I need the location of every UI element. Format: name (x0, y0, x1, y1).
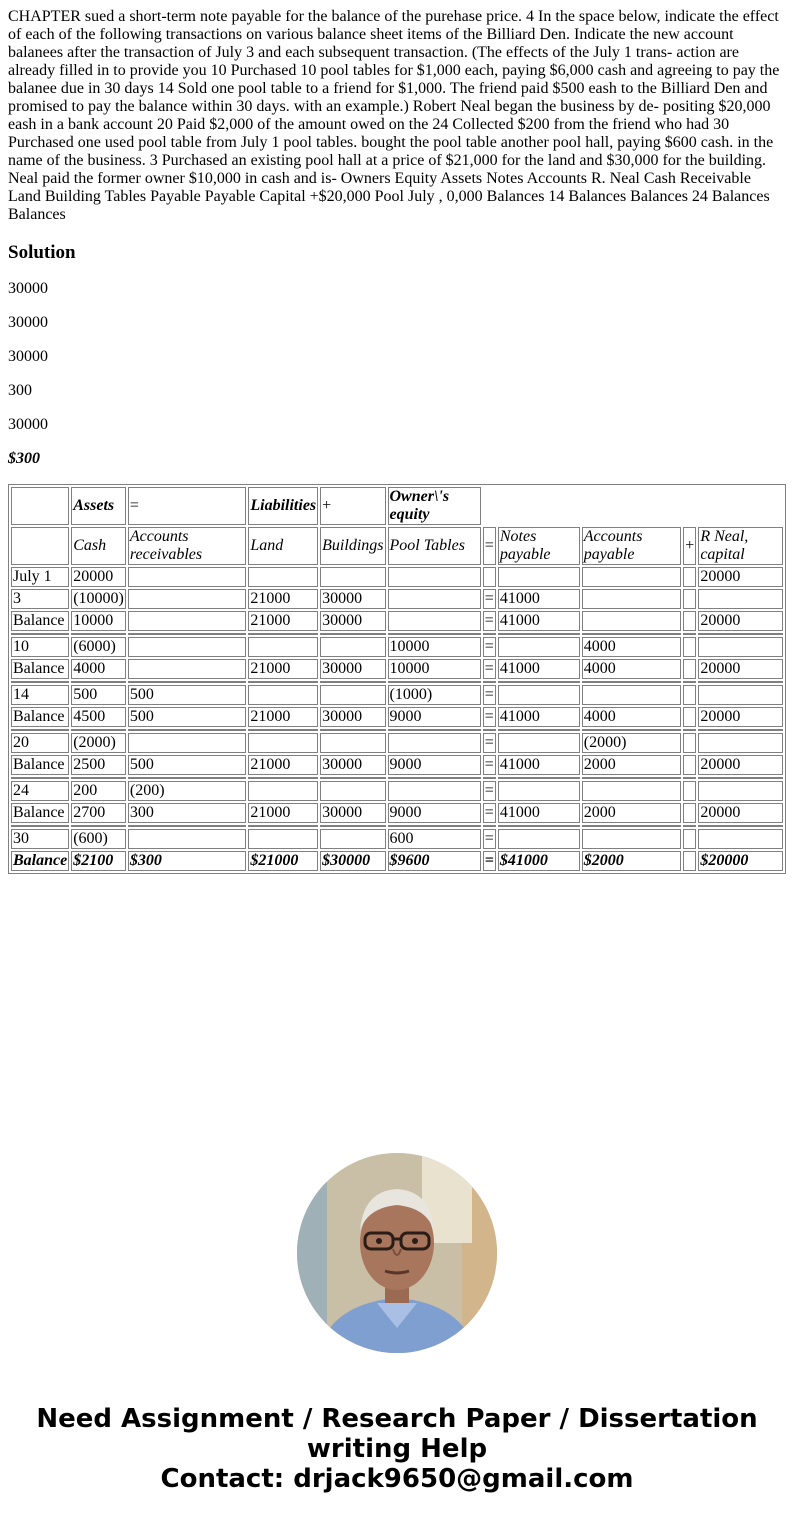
cell-notes-payable (498, 733, 580, 753)
cell-accounts-payable: 2000 (582, 755, 682, 775)
cell-capital: 20000 (698, 567, 783, 587)
table-total-row (11, 851, 783, 871)
separator-cell (582, 825, 682, 827)
cell-pool-tables (388, 567, 481, 587)
column-header-equals: = (483, 527, 496, 565)
cell-buildings: 30000 (320, 611, 385, 631)
cell-accounts-receivable (128, 611, 247, 631)
cell-notes-payable (498, 829, 580, 849)
cell-pool-tables: 600 (388, 829, 481, 849)
cell-accounts-payable (582, 829, 682, 849)
header-equals: = (128, 487, 247, 525)
separator-cell (483, 825, 496, 827)
separator-cell (388, 681, 481, 683)
cell-cash: 2700 (71, 803, 126, 823)
cell-pool-tables (388, 589, 481, 609)
separator-cell (11, 729, 69, 731)
cell-plus (683, 829, 696, 849)
cell-accounts-receivable (128, 589, 247, 609)
cell-equals: = (483, 637, 496, 657)
cell-capital (698, 589, 783, 609)
cell-entry-date: July 1 (11, 567, 69, 587)
cell-cash: 2500 (71, 755, 126, 775)
column-header-buildings: Buildings (320, 527, 385, 565)
separator-cell (683, 777, 696, 779)
separator-cell (388, 825, 481, 827)
separator-cell (71, 777, 126, 779)
column-header-accounts-receivable: Accounts receivables (128, 527, 247, 565)
column-header-notes-payable: Notes payable (498, 527, 580, 565)
cell-capital: $20000 (698, 851, 783, 871)
cell-cash: $2100 (71, 851, 126, 871)
cell-equals: = (483, 829, 496, 849)
separator-cell (698, 681, 783, 683)
table-separator-row (11, 681, 783, 683)
cell-land (248, 637, 318, 657)
cell-pool-tables (388, 611, 481, 631)
cell-land: $21000 (248, 851, 318, 871)
cell-accounts-receivable (128, 733, 247, 753)
cell-equals: = (484, 852, 494, 869)
cell-land (248, 781, 318, 801)
cell-capital (698, 733, 783, 753)
separator-cell (683, 825, 696, 827)
cell-equals: = (483, 659, 496, 679)
promo-line-2: writing Help (306, 1434, 488, 1464)
cell-plus (683, 611, 696, 631)
cell-plus (683, 567, 696, 587)
cell-capital (698, 781, 783, 801)
cell-pool-tables: 10000 (388, 659, 481, 679)
cell-plus (683, 707, 696, 727)
separator-cell (128, 777, 247, 779)
table-row (11, 803, 783, 823)
cell-entry-date: Balance (11, 659, 69, 679)
final-answer: $300 (8, 450, 40, 467)
cell-notes-payable: 41000 (498, 707, 580, 727)
cell-capital (698, 637, 783, 657)
separator-cell (498, 825, 580, 827)
author-avatar (297, 1153, 497, 1353)
cell-cash: 20000 (71, 567, 126, 587)
cell-accounts-receivable: $300 (128, 851, 247, 871)
separator-cell (698, 729, 783, 731)
table-separator-row (11, 729, 783, 731)
separator-cell (683, 681, 696, 683)
separator-cell (248, 825, 318, 827)
table-row (11, 637, 783, 657)
cell-equals: = (483, 685, 496, 705)
separator-cell (11, 777, 69, 779)
table-row (11, 733, 783, 753)
table-row (11, 829, 783, 849)
cell-land: 21000 (248, 707, 318, 727)
cell-entry-date: Balance (11, 707, 69, 727)
cell-notes-payable: 41000 (498, 803, 580, 823)
cell-capital: 20000 (698, 659, 783, 679)
cell-cash: 10000 (71, 611, 126, 631)
answer-line: 30000 (8, 280, 48, 297)
separator-cell (683, 729, 696, 731)
cell-accounts-payable (582, 781, 682, 801)
cell-accounts-payable (582, 567, 682, 587)
separator-cell (71, 825, 126, 827)
table-separator-row (11, 633, 783, 635)
separator-cell (71, 681, 126, 683)
cell-entry-date: Balance (11, 611, 69, 631)
cell-notes-payable (498, 567, 580, 587)
cell-equals: = (483, 781, 496, 801)
separator-cell (388, 729, 481, 731)
cell-cash: 4500 (71, 707, 126, 727)
table-row (11, 611, 783, 631)
cell-capital (698, 685, 783, 705)
table-row (11, 659, 783, 679)
cell-capital (698, 829, 783, 849)
separator-cell (388, 633, 481, 635)
header-assets: Assets (71, 487, 126, 525)
separator-cell (320, 681, 385, 683)
cell-accounts-receivable: 500 (128, 755, 247, 775)
cell-land (248, 567, 318, 587)
separator-cell (320, 825, 385, 827)
cell-pool-tables: 9000 (388, 707, 481, 727)
balance-sheet-table (8, 484, 786, 874)
answer-line: 30000 (8, 416, 48, 433)
cell-pool-tables: 9000 (388, 755, 481, 775)
separator-cell (683, 633, 696, 635)
cell-land (248, 685, 318, 705)
column-header-entry-date (11, 527, 69, 565)
separator-cell (11, 825, 69, 827)
cell-equals: = (483, 755, 496, 775)
separator-cell (698, 825, 783, 827)
cell-entry-date: 20 (11, 733, 69, 753)
cell-notes-payable: 41000 (498, 589, 580, 609)
separator-cell (388, 777, 481, 779)
cell-buildings (320, 733, 385, 753)
cell-entry-date: Balance (11, 755, 69, 775)
table-row (11, 589, 783, 609)
cell-buildings: 30000 (320, 707, 385, 727)
cell-accounts-payable: $2000 (582, 851, 682, 871)
cell-entry-date: 10 (11, 637, 69, 657)
cell-land: 21000 (248, 659, 318, 679)
cell-accounts-receivable: 500 (128, 685, 247, 705)
cell-plus (683, 733, 696, 753)
cell-accounts-receivable: (200) (128, 781, 247, 801)
table-separator-row (11, 825, 783, 827)
cell-notes-payable: 41000 (498, 755, 580, 775)
header-plus: + (320, 487, 385, 525)
cell-cash: (2000) (71, 733, 126, 753)
separator-cell (483, 777, 496, 779)
cell-accounts-payable: 4000 (582, 707, 682, 727)
table-row (11, 755, 783, 775)
table-row (11, 707, 783, 727)
promo-banner (0, 1404, 794, 1494)
cell-buildings: 30000 (320, 755, 385, 775)
cell-cash: (6000) (71, 637, 126, 657)
cell-accounts-receivable (128, 829, 247, 849)
separator-cell (483, 729, 496, 731)
cell-plus (683, 637, 696, 657)
solution-heading: Solution (8, 242, 76, 263)
cell-cash: 500 (71, 685, 126, 705)
separator-cell (698, 777, 783, 779)
separator-cell (128, 681, 247, 683)
cell-capital: 20000 (698, 755, 783, 775)
cell-equals: = (483, 611, 496, 631)
separator-cell (498, 681, 580, 683)
cell-land (248, 829, 318, 849)
cell-land (248, 733, 318, 753)
separator-cell (582, 729, 682, 731)
question-text: CHAPTER sued a short-term note payable for the balance of the purehase price. 4 In the space below, indicate the effect of each of the following transactions on various balance sheet items of the Billiard Den. Indicate the new account balanees after the transaction of July 3 and each subsequent transaction. (The effects of the July 1 trans- action are already filled in to provide you 10 Purchased 10 pool tables for $1,000 each, paying $6,000 cash and agreeing to pay the balanee due in 30 days 14 Sold one pool table to a friend for $1,000. The friend paid $500 eash to the Billiard Den and promised to pay the balance within 30 days. with an example.) Robert Neal began the business by de- positing $20,000 eash in a bank account 20 Paid $2,000 of the amount owed on the 24 Collected $200 from the friend who had 30 Purchased one used pool table from July 1 pool tables. bought the pool table another pool hall, paying $600 cash. in the name of the business. 3 Purchased an existing pool hall at a price of $21,000 for the land and $30,000 for the building. Neal paid the former owner $10,000 in cash and is- Owners Equity Assets Notes Accounts R. Neal Cash Receivable Land Building Tables Payable Payable Capital +$20,000 Pool July , 0,000 Balances 14 Balances Balances 24 Balances Balances (8, 8, 780, 223)
cell-buildings (320, 567, 385, 587)
table-header-top-row (11, 487, 783, 525)
cell-land: 21000 (248, 611, 318, 631)
cell-entry-date: Balance (11, 803, 69, 823)
cell-notes-payable (498, 637, 580, 657)
promo-line-1: Need Assignment / Research Paper / Dissertation (36, 1404, 758, 1434)
cell-notes-payable: 41000 (498, 659, 580, 679)
cell-entry-date: Balance (13, 852, 68, 869)
separator-cell (71, 633, 126, 635)
cell-accounts-receivable: 300 (128, 803, 247, 823)
cell-entry-date: 30 (11, 829, 69, 849)
separator-cell (248, 633, 318, 635)
cell-cash: 200 (71, 781, 126, 801)
cell-cash: (600) (71, 829, 126, 849)
cell-notes-payable: $41000 (498, 851, 580, 871)
cell-buildings: $30000 (320, 851, 385, 871)
cell-equals: = (483, 707, 496, 727)
separator-cell (498, 777, 580, 779)
separator-cell (698, 633, 783, 635)
header-liabilities: Liabilities (248, 487, 318, 525)
cell-equals: = (483, 803, 496, 823)
cell-equals: = (483, 589, 496, 609)
avatar-portrait-image (297, 1153, 497, 1353)
cell-pool-tables: 10000 (388, 637, 481, 657)
cell-accounts-payable: 4000 (582, 659, 682, 679)
cell-land: 21000 (248, 803, 318, 823)
cell-plus (683, 781, 696, 801)
cell-accounts-payable: 2000 (582, 803, 682, 823)
cell-equals: = (483, 733, 496, 753)
cell-cash: (10000) (73, 590, 124, 607)
table-header-blank-cell (11, 487, 69, 525)
cell-accounts-payable (582, 611, 682, 631)
separator-cell (320, 633, 385, 635)
cell-capital: 20000 (698, 803, 783, 823)
separator-cell (71, 729, 126, 731)
answer-line: 30000 (8, 314, 48, 331)
cell-plus (683, 755, 696, 775)
separator-cell (498, 729, 580, 731)
cell-accounts-payable (582, 589, 682, 609)
separator-cell (582, 777, 682, 779)
cell-land: 21000 (248, 755, 318, 775)
cell-cash: 4000 (71, 659, 126, 679)
cell-pool-tables (388, 733, 481, 753)
cell-notes-payable: 41000 (498, 611, 580, 631)
header-owners-equity: Owner\'s equity (388, 487, 481, 525)
cell-equals (483, 567, 496, 587)
cell-accounts-receivable (128, 659, 247, 679)
column-header-cash: Cash (71, 527, 126, 565)
answer-list (8, 280, 786, 434)
column-header-accounts-payable: Accounts payable (582, 527, 682, 565)
separator-cell (11, 681, 69, 683)
separator-cell (11, 633, 69, 635)
cell-buildings (320, 781, 385, 801)
separator-cell (483, 681, 496, 683)
cell-pool-tables: $9600 (388, 851, 481, 871)
table-row (11, 781, 783, 801)
cell-plus (683, 685, 696, 705)
cell-buildings (320, 829, 385, 849)
cell-entry-date: 14 (11, 685, 69, 705)
cell-accounts-receivable: 500 (128, 707, 247, 727)
separator-cell (320, 729, 385, 731)
column-header-land: Land (248, 527, 318, 565)
cell-plus (683, 851, 696, 871)
separator-cell (320, 777, 385, 779)
answer-line: 30000 (8, 348, 48, 365)
separator-cell (582, 633, 682, 635)
separator-cell (128, 729, 247, 731)
cell-accounts-payable: 4000 (582, 637, 682, 657)
cell-buildings (320, 637, 385, 657)
column-header-capital: R Neal, capital (698, 527, 783, 565)
cell-entry-date: 3 (11, 589, 69, 609)
table-separator-row (11, 777, 783, 779)
cell-notes-payable (498, 781, 580, 801)
answer-line: 300 (8, 382, 32, 399)
cell-plus (683, 803, 696, 823)
separator-cell (483, 633, 496, 635)
table-row (11, 685, 783, 705)
cell-buildings: 30000 (320, 589, 385, 609)
table-column-header-row (11, 527, 783, 565)
cell-buildings: 30000 (320, 659, 385, 679)
separator-cell (248, 777, 318, 779)
cell-notes-payable (498, 685, 580, 705)
separator-cell (248, 681, 318, 683)
separator-cell (582, 681, 682, 683)
cell-pool-tables: 9000 (388, 803, 481, 823)
cell-capital: 20000 (698, 611, 783, 631)
cell-pool-tables: (1000) (388, 685, 481, 705)
promo-contact: Contact: drjack9650@gmail.com (160, 1464, 634, 1494)
separator-cell (128, 825, 247, 827)
cell-land: 21000 (248, 589, 318, 609)
cell-accounts-receivable (128, 567, 247, 587)
column-header-pool-tables: Pool Tables (388, 527, 481, 565)
cell-capital: 20000 (698, 707, 783, 727)
cell-pool-tables (388, 781, 481, 801)
cell-plus (683, 659, 696, 679)
table-row (11, 567, 783, 587)
cell-accounts-payable: (2000) (582, 733, 682, 753)
cell-plus (683, 589, 696, 609)
cell-entry-date: 24 (11, 781, 69, 801)
cell-buildings (320, 685, 385, 705)
separator-cell (128, 633, 247, 635)
separator-cell (248, 729, 318, 731)
cell-buildings: 30000 (320, 803, 385, 823)
cell-accounts-payable (582, 685, 682, 705)
cell-accounts-receivable (128, 637, 247, 657)
separator-cell (498, 633, 580, 635)
column-header-plus: + (683, 527, 696, 565)
